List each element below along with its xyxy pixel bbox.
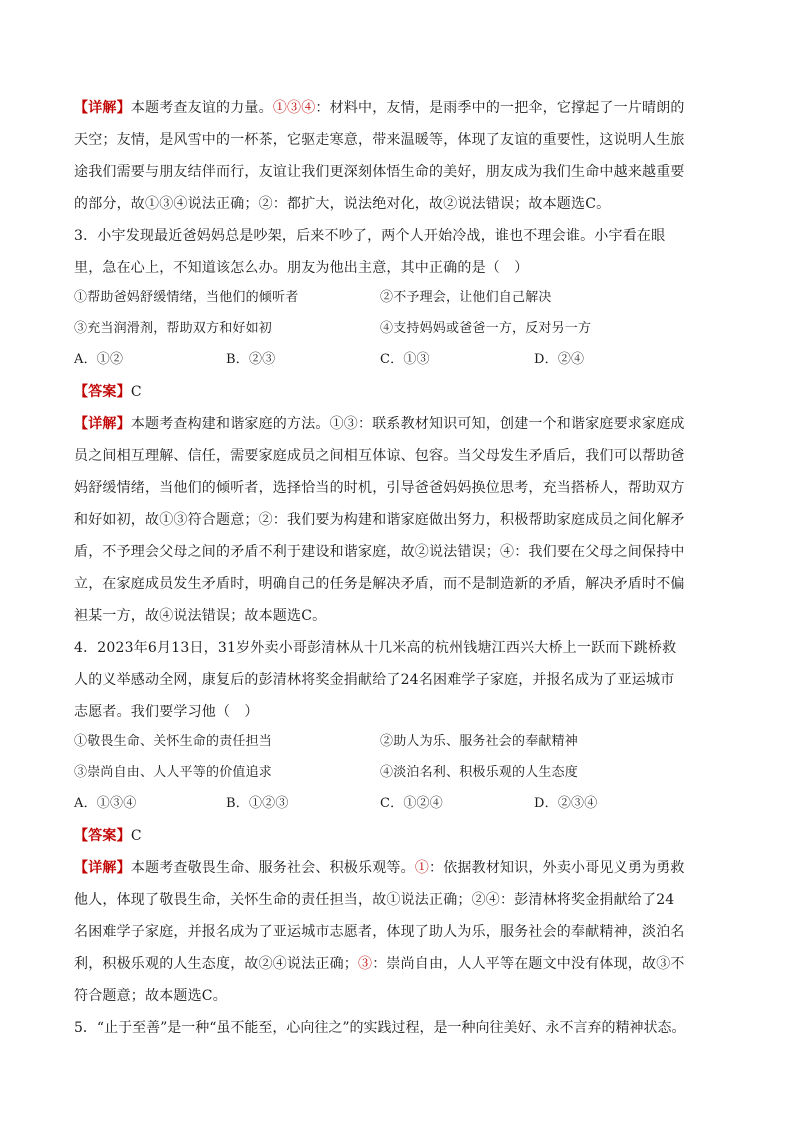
detail-line: 符合题意；故本题选C。 <box>74 988 227 1004</box>
detail-line: 袒某一方，故④说法错误；故本题选C。 <box>74 608 327 624</box>
statement-4: ④支持妈妈或爸爸一方，反对另一方 <box>380 321 592 336</box>
answer-line <box>74 826 724 846</box>
choice-a: A．①② <box>74 352 124 367</box>
answer-value: C <box>130 828 142 844</box>
statement-2: ②助人为乐、服务社会的奉献精神 <box>380 734 579 749</box>
choice-d: D．②③④ <box>534 796 598 811</box>
detail-line: 途我们需要与朋友结伴而行，友谊让我们更深刻体悟生命的美好，朋友成为我们生命中越来越重要 <box>74 164 685 180</box>
detail-line: 天空；友情，是风雪中的一杯茶，它驱走寒意，带来温暖等，体现了友谊的重要性，这说明人生旅 <box>74 132 685 148</box>
detail-label: 【详解】 <box>74 100 131 116</box>
statement-3: ③崇尚自由、人人平等的价值追求 <box>74 765 273 780</box>
detail-label: 【详解】 <box>74 416 131 432</box>
answer-label: 【答案】 <box>74 384 131 400</box>
question-stem: 4．2023年6月13日，31岁外卖小哥彭清林从十几米高的杭州钱塘江西兴大桥上一跃而下跳桥救 <box>74 640 677 656</box>
detail-line: 【详解】本题考查构建和谐家庭的方法。①③：联系教材知识可知，创建一个和谐家庭要求家庭成 <box>74 416 685 432</box>
choice-b: B．②③ <box>226 352 276 367</box>
choice-c: C．①②④ <box>380 796 443 811</box>
detail-line: 【详解】本题考查敬畏生命、服务社会、积极乐观等。①：依据教材知识，外卖小哥见义勇为勇救 <box>74 860 685 876</box>
answer-label: 【答案】 <box>74 828 131 844</box>
question-stem: 5．“止于至善”是一种“虽不能至，心向往之”的实践过程，是一种向往美好、永不言弃的精神状态。 <box>74 1020 686 1036</box>
detail-line: 的部分，故①③④说法正确；②：都扩大，说法绝对化，故②说法错误；故本题选C。 <box>74 196 611 212</box>
answer-line <box>74 382 724 402</box>
statement-1: ①敬畏生命、关怀生命的责任担当 <box>74 734 273 749</box>
question-stem: 志愿者。我们要学习他（ ） <box>74 704 259 720</box>
detail-line: 盾，不予理会父母之间的矛盾不利于建设和谐家庭，故②说法错误；④：我们要在父母之间保持中 <box>74 544 685 560</box>
statement-2: ②不予理会，让他们自己解决 <box>380 290 552 305</box>
highlight-option: ③ <box>358 956 373 972</box>
choice-b: B．①②③ <box>226 796 289 811</box>
choice-d: D．②④ <box>534 352 585 367</box>
highlight-options: ①③④ <box>272 100 316 116</box>
detail-line: 【详解】本题考查友谊的力量。①③④：材料中，友情，是雨季中的一把伞，它撑起了一片晴朗的 <box>74 100 685 116</box>
detail-line: 他人，体现了敬畏生命，关怀生命的责任担当，故①说法正确；②④：彭清林将奖金捐献给了24 <box>74 892 675 908</box>
question-stem: 里，急在心上，不知道该怎么办。朋友为他出主意，其中正确的是（ ） <box>74 260 529 276</box>
statement-1: ①帮助爸妈舒缓情绪，当他们的倾听者 <box>74 290 299 305</box>
answer-value: C <box>130 384 142 400</box>
highlight-option: ① <box>414 860 430 876</box>
detail-line: 立，在家庭成员发生矛盾时，明确自己的任务是解决矛盾，而不是制造新的矛盾，解决矛盾时不偏 <box>74 576 685 592</box>
detail-label: 【详解】 <box>74 860 131 876</box>
choice-a: A．①③④ <box>74 796 137 811</box>
statement-3: ③充当润滑剂，帮助双方和好如初 <box>74 321 273 336</box>
statement-4: ④淡泊名利、积极乐观的人生态度 <box>380 765 579 780</box>
question-stem: 3．小宇发现最近爸妈妈总是吵架，后来不吵了，两个人开始冷战，谁也不理会谁。小宇看在眼 <box>74 228 666 244</box>
detail-line: 利，积极乐观的人生态度，故②④说法正确；③：崇尚自由，人人平等在题文中没有体现，故③不 <box>74 956 685 972</box>
detail-line: 妈舒缓情绪，当他们的倾听者，选择恰当的时机，引导爸爸妈妈换位思考，充当搭桥人，帮助双方 <box>74 480 685 496</box>
detail-line: 和好如初，故①③符合题意；②：我们要为构建和谐家庭做出努力，积极帮助家庭成员之间化解矛 <box>74 512 685 528</box>
question-stem: 人的义举感动全网，康复后的彭清林将奖金捐献给了24名困难学子家庭，并报名成为了亚运城市 <box>74 672 675 688</box>
detail-line: 员之间相互理解、信任，需要家庭成员之间相互体谅、包容。当父母发生矛盾后，我们可以帮助爸 <box>74 448 685 464</box>
detail-line: 名困难学子家庭，并报名成为了亚运城市志愿者，体现了助人为乐，服务社会的奉献精神，淡泊名 <box>74 924 685 940</box>
choice-c: C．①③ <box>380 352 430 367</box>
